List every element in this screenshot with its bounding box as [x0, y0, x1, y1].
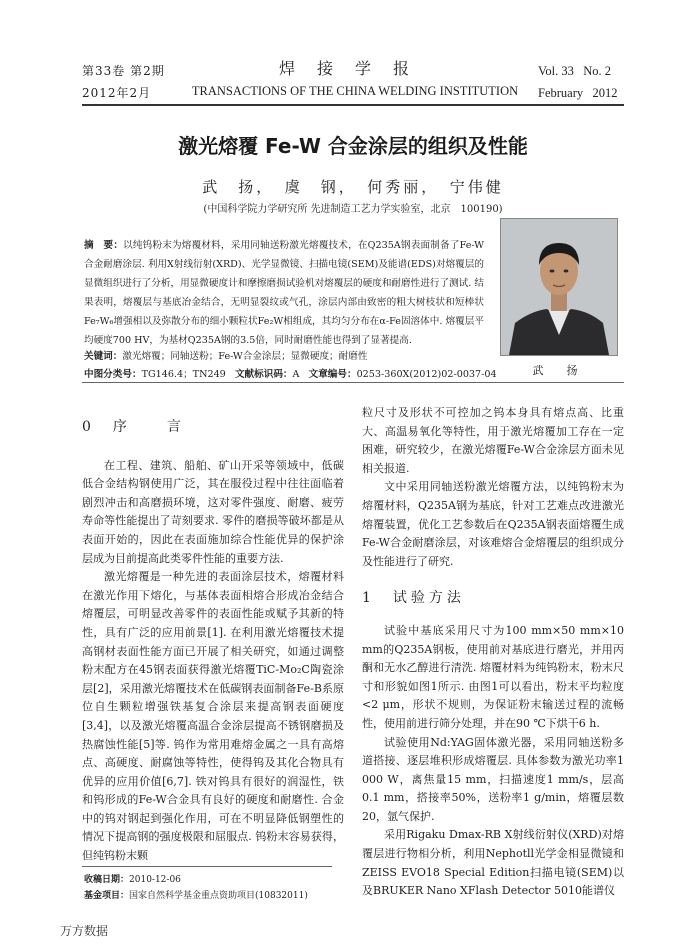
keywords-text: 激光熔覆；同轴送粉；Fe-W合金涂层；显微硬度；耐磨性: [122, 351, 368, 362]
header-volume-date: [82, 60, 165, 104]
year-en: 2012: [592, 86, 618, 100]
paragraph: 试验中基底采用尺寸为100 mm×50 mm×10 mm的Q235A钢板，使用前对基底进行磨光，并用丙酮和无水乙醇进行清洗. 熔覆材料为纯钨粉末，粉末尺寸和形貌如图1所示. 由图1可以看出，粉末平均粒度<2 μm，形状不规则，为保证粉末输送过程的流畅性，使用前进行筛分处理，并在90 ℃下烘干6 h.: [362, 623, 624, 730]
footnote-fund: [84, 888, 308, 904]
fund-value: 国家自然科学基金重点资助项目(10832011): [129, 891, 308, 901]
article-number-value: 0253-360X(2012)02-0037-04: [356, 369, 497, 380]
doc-code-value: A: [292, 369, 300, 380]
abstract-text: 以纯钨粉末为熔覆材料，采用同轴送粉激光熔覆技术，在Q235A钢表面制备了Fe-W合金耐磨涂层. 利用X射线衍射(XRD)、光学显微镜、扫描电镜(SEM)及能谱(EDS)对熔覆层的显微组织进行了分析，用显微硬度计和摩擦磨损试验机对熔覆层的硬度和耐磨性进行了测试. 结果表明，熔覆层与基底冶金结合，无明显裂纹或气孔，涂层内部由致密的粗大树枝状和短棒状Fe₇W₆增强相以及弥散分布的细小颗粒状Fe₂W相组成，其均匀分布在α-Fe固溶体中. 熔覆层平均硬度700 HV，为基材Q235A钢的3.5倍，同时耐磨性能也得到了显著提高.: [84, 240, 484, 346]
clc-label: 中图分类号：: [84, 369, 142, 380]
section-heading-intro: 0 序 言: [82, 419, 185, 435]
right-column: [362, 404, 624, 901]
paragraph: 在工程、建筑、船舶、矿山开采等领域中，低碳低合金结构钢使用广泛，其在服役过程中往往面临着剧烈冲击和高磨损环境，这对零件强度、耐磨、疲劳寿命等性能提出了苛刻要求. 零件的磨损等破坏都是从表面开始的，因此在表面施加综合性能优异的保护涂层成为目前提高此类零件性能的重要方法.: [82, 458, 344, 565]
paragraph: 试验使用Nd:YAG固体激光器，采用同轴送粉多道搭接、逐层堆积形成熔覆层. 具体参数为激光功率1 000 W，离焦量15 mm，扫描速度1 mm/s，层高0.1 mm，搭接率50%，送粉率1 g/min，熔覆层数20，氩气保护.: [362, 735, 624, 823]
clc-value: TG146.4；TN249: [141, 369, 226, 380]
doc-code-label: 文献标识码：: [234, 369, 293, 380]
paragraph: 粒尺寸及形状不可控加之钨本身具有熔点高、比重大、高温易氧化等特性，用于激光熔覆加工存在一定困难，研究较少，在激光熔覆Fe-W合金涂层方面未见相关报道.: [362, 406, 624, 475]
article-affiliation: (中国科学院力学研究所 先进制造工艺力学实验室，北京 100190): [203, 204, 503, 215]
abstract-rule: [82, 382, 624, 383]
article-title: 激光熔覆 Fe-W 合金涂层的组织及性能: [178, 134, 528, 158]
watermark: 万方数据: [60, 924, 109, 938]
journal-name-en: TRANSACTIONS OF THE CHINA WELDING INSTITUTION: [191, 84, 519, 98]
date-cn: 2012年2月: [82, 86, 152, 100]
article-number-label: 文章编号：: [308, 369, 357, 380]
abstract: [84, 236, 484, 350]
paragraph: 激光熔覆是一种先进的表面涂层技术，熔覆材料在激光作用下熔化，与基体表面相熔合形成冶金结合熔覆层，可明显改善零件的表面性能或赋予其新的特性，具有广泛的应用前景[1]. 在利用激光熔覆技术提高钢材表面性能方面已开展了相关研究，如通过调整粉末配方在45钢表面获得激光熔覆TiC-Mo₂C陶瓷涂层[2]，采用激光熔覆技术在低碳钢表面制备Fe-B系原位自生颗粒增强铁基复合涂层来提高钢表面硬度[3,4]，以及激光熔覆高温合金涂层提高不锈钢磨损及热腐蚀性能[5]等. 钨作为常用难熔金属之一具有高熔点、高硬度、耐腐蚀等特性，使得钨及其化合物具有优异的应用价值[6,7]. 铁对钨具有很好的润湿性，铁和钨形成的Fe-W合金具有良好的硬度和耐磨性. 合金中的钨对钢起到强化作用，可在不明显降低钢塑性的情况下提高钢的强度极限和屈服点. 钨粉末容易获得，但纯钨粉末颗: [82, 570, 344, 863]
photo-caption: 武 扬: [532, 364, 584, 377]
journal-name-cn: 焊接学报: [278, 59, 431, 78]
footnote-rule: [82, 866, 332, 867]
volume-issue-cn: 第33卷 第2期: [82, 64, 165, 78]
section-heading-method: 1 试验方法: [362, 590, 465, 607]
keywords: [84, 348, 367, 362]
paragraph: 文中采用同轴送粉激光熔覆方法，以纯钨粉末为熔覆材料，Q235A钢为基底，针对工艺难点改进激光熔覆装置，优化工艺参数后在Q235A钢表面熔覆生成Fe-W合金耐磨涂层，对该难熔合金熔覆层的组织成分及性能进行了研究.: [362, 480, 624, 568]
author-portrait-image: [501, 219, 617, 355]
volume-en: Vol. 33: [538, 64, 574, 78]
keywords-label: 关键词：: [84, 351, 123, 362]
left-column: [82, 418, 344, 866]
abstract-label: 摘 要：: [84, 240, 124, 251]
number-en: No. 2: [583, 64, 612, 78]
header-volume-en: [538, 60, 618, 104]
paragraph: 采用Rigaku Dmax-RB X射线衍射仪(XRD)对熔覆层进行物相分析，利用Nephotll光学金相显微镜和ZEISS EVO18 Special Edition扫描电镜(SEM)以及BRUKER Nano XFlash Detector 5010能谱仪: [362, 828, 624, 898]
footnote-received: [84, 872, 181, 888]
header-rule: [82, 104, 624, 106]
month-en: February: [538, 86, 584, 100]
journal-name: [190, 58, 520, 101]
received-label: 收稿日期：: [84, 875, 130, 885]
received-value: 2010-12-06: [129, 875, 181, 885]
fund-label: 基金项目：: [84, 891, 130, 901]
article-authors: 武 扬， 虞 钢， 何秀丽， 宁伟健: [202, 178, 504, 196]
classification-line: [84, 366, 504, 380]
author-photo: [500, 218, 618, 356]
